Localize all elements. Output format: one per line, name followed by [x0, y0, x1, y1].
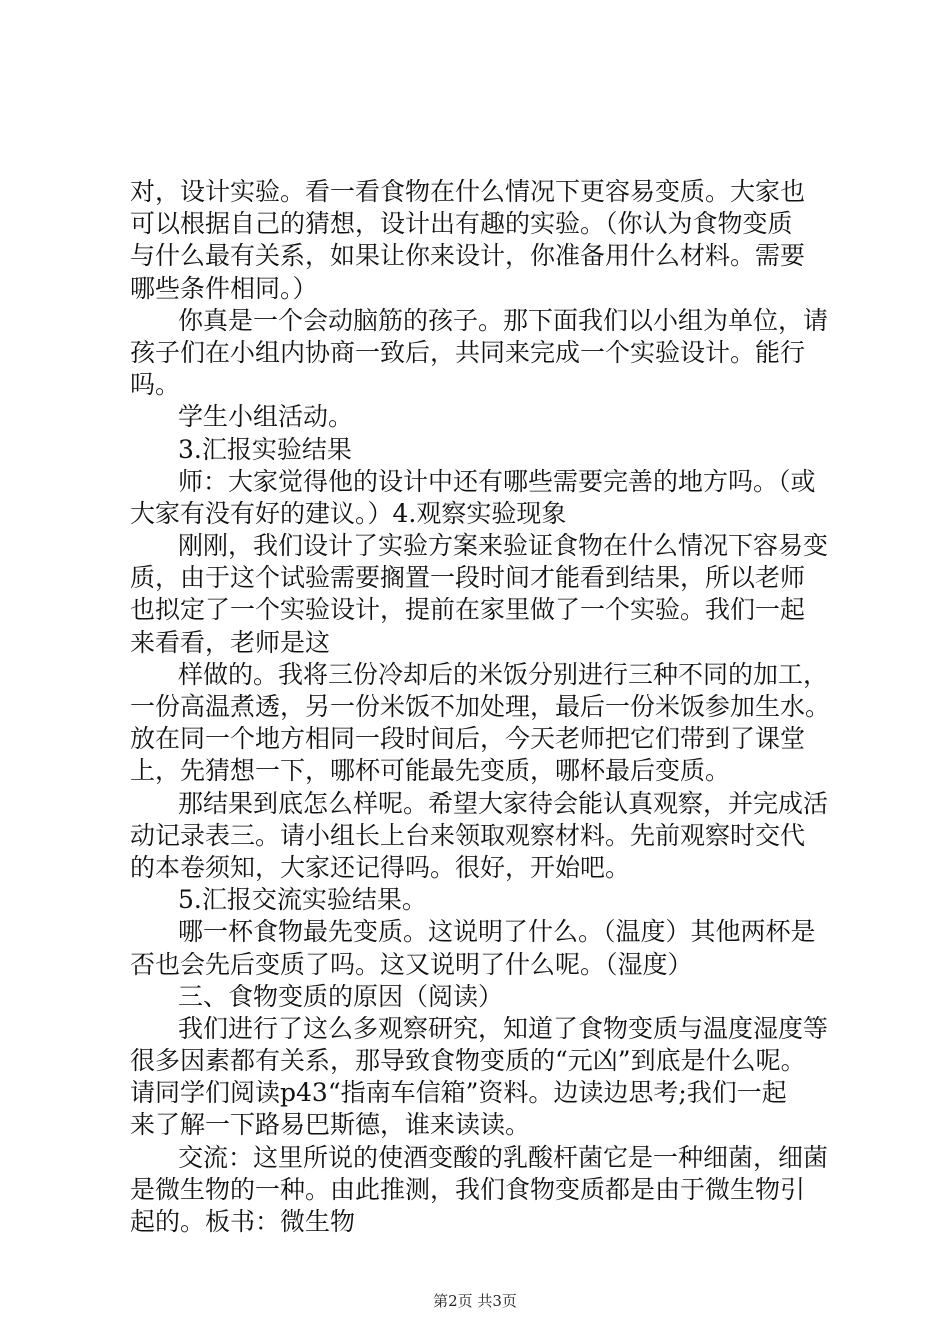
text-line: 与什么最有关系，如果让你来设计，你准备用什么材料。需要: [130, 241, 806, 271]
text-line: 也拟定了一个实验设计，提前在家里做了一个实验。我们一起: [130, 595, 806, 625]
text-line: 上，先猜想一下，哪杯可能最先变质，哪杯最后变质。: [130, 756, 731, 786]
text-line: 那结果到底怎么样呢。希望大家待会能认真观察，并完成活: [178, 788, 829, 818]
text-line: 哪些条件相同。）: [130, 273, 318, 303]
text-line: 哪一杯食物最先变质。这说明了什么。（温度）其他两杯是: [178, 917, 816, 947]
text-line: 我们进行了这么多观察研究，知道了食物变质与温度湿度等: [178, 1013, 829, 1043]
text-line: 交流：这里所说的使酒变酸的乳酸杆菌它是一种细菌，细菌: [178, 1142, 829, 1172]
text-line: 样做的。我将三份冷却后的米饭分别进行三种不同的加工，: [178, 659, 829, 689]
text-line: 动记录表三。请小组长上台来领取观察材料。先前观察时交代: [130, 820, 806, 850]
text-line: 是微生物的一种。由此推测，我们食物变质都是由于微生物引: [130, 1174, 806, 1204]
page-footer: 第2页 共3页: [433, 1292, 517, 1310]
text-line: 的本卷须知，大家还记得吗。很好，开始吧。: [130, 852, 631, 882]
text-line: 请同学们阅读p43“指南车信箱”资料。边读边思考;我们一起: [130, 1078, 787, 1108]
text-line: 来了解一下路易巴斯德，谁来读读。: [130, 1110, 531, 1140]
text-line: 来看看，老师是这: [130, 627, 331, 657]
text-line: 5.汇报交流实验结果。: [178, 885, 427, 915]
text-line: 吗。: [130, 370, 181, 400]
text-line: 很多因素都有关系，那导致食物变质的“元凶”到底是什么呢。: [130, 1046, 806, 1076]
text-line: 三、食物变质的原因（阅读）: [178, 981, 504, 1011]
text-line: 可以根据自己的猜想，设计出有趣的实验。（你认为食物变质: [130, 209, 793, 239]
text-line: 你真是一个会动脑筋的孩子。那下面我们以小组为单位，请: [178, 305, 829, 335]
text-line: 放在同一个地方相同一段时间后，今天老师把它们带到了课堂: [130, 724, 806, 754]
text-line: 否也会先后变质了吗。这又说明了什么呢。（湿度）: [130, 949, 693, 979]
text-line: 孩子们在小组内协商一致后，共同来完成一个实验设计。能行: [130, 337, 806, 367]
text-line: 师：大家觉得他的设计中还有哪些需要完善的地方吗。（或: [178, 466, 816, 496]
text-line: 刚刚，我们设计了实验方案来验证食物在什么情况下容易变: [178, 531, 829, 561]
text-line: 大家有没有好的建议。）4.观察实验现象: [130, 498, 567, 528]
text-line: 3.汇报实验结果: [178, 434, 352, 464]
text-line: 起的。板书：微生物: [130, 1207, 356, 1236]
document-body: [130, 176, 845, 1238]
text-line: 一份高温煮透，另一份米饭不加处理，最后一份米饭参加生水。: [130, 692, 831, 721]
text-line: 对，设计实验。看一看食物在什么情况下更容易变质。大家也: [130, 177, 806, 206]
text-line: 质，由于这个试验需要搁置一段时间才能看到结果，所以老师: [130, 563, 806, 593]
text-line: 学生小组活动。: [178, 402, 354, 432]
